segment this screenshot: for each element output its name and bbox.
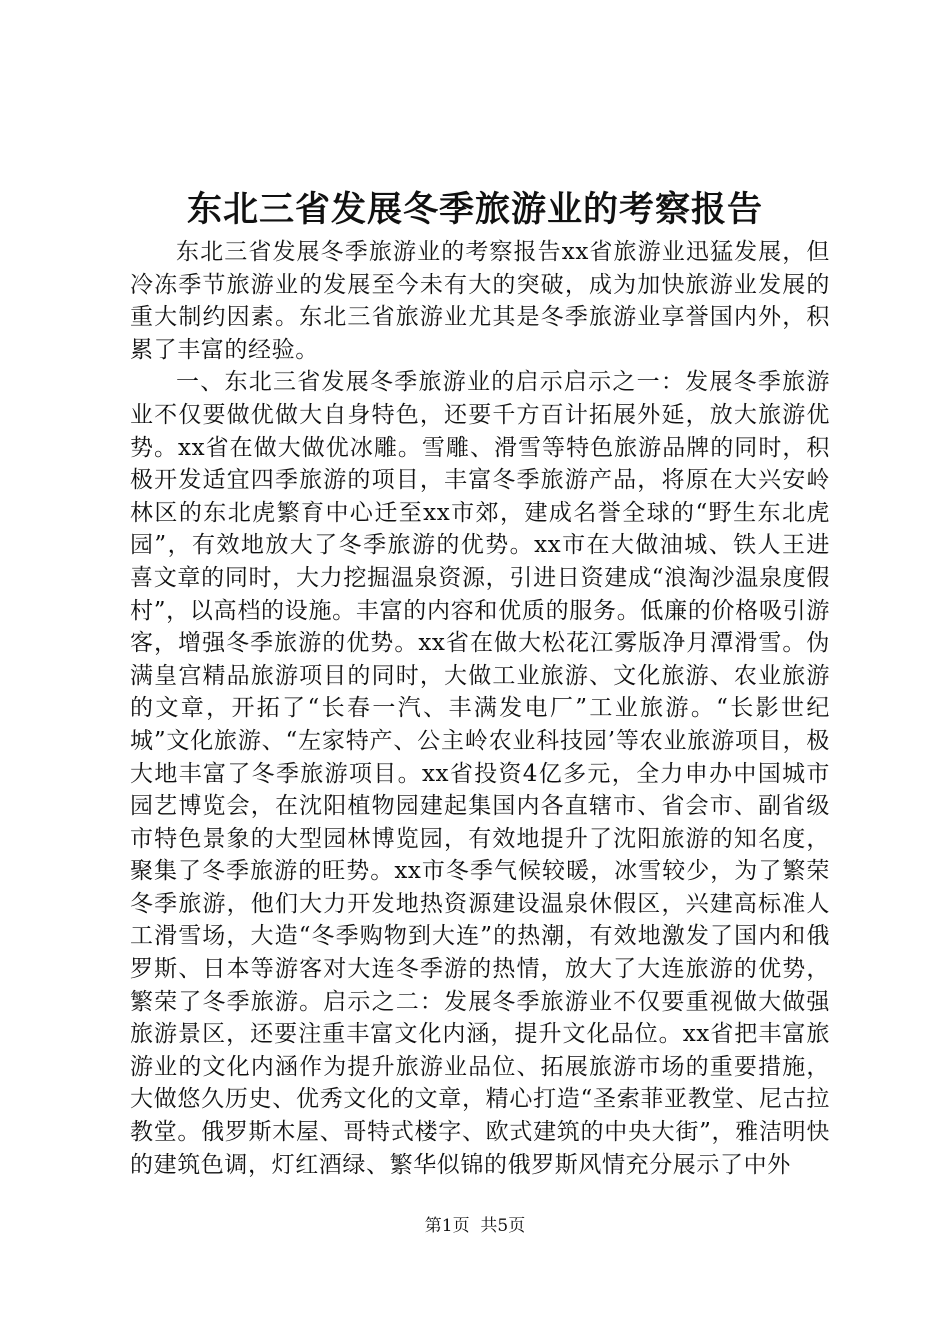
document-body bbox=[130, 236, 830, 1181]
page-number: 第1页 bbox=[424, 1216, 470, 1236]
document-title: 东北三省发展冬季旅游业的考察报告 bbox=[186, 189, 763, 230]
paragraph-intro: 东北三省发展冬季旅游业的考察报告xx省旅游业迅猛发展，但冷冻季节旅游业的发展至今未有大的突破，成为加快旅游业发展的重大制约因素。东北三省旅游业尤其是冬季旅游业享誉国内外，积累了丰富的经验。 bbox=[130, 239, 830, 363]
page-footer bbox=[0, 1214, 950, 1238]
paragraph-section-one: 一、东北三省发展冬季旅游业的启示启示之一：发展冬季旅游业不仅要做优做大自身特色，还要千方百计拓展外延，放大旅游优势。xx省在做大做优冰雕。雪雕、滑雪等特色旅游品牌的同时，积极开发适宜四季旅游的项目，丰富冬季旅游产品，将原在大兴安岭林区的东北虎繁育中心迁至xx市郊，建成名誉全球的“野生东北虎园”，有效地放大了冬季旅游的优势。xx市在大做油城、铁人王进喜文章的同时，大力挖掘温泉资源，引进日资建成“浪淘沙温泉度假村”，以高档的设施。丰富的内容和优质的服务。低廉的价格吸引游客，增强冬季旅游的优势。xx省在做大松花江雾版净月潭滑雪。伪满皇宫精品旅游项目的同时，大做工业旅游、文化旅游、农业旅游的文章，开拓了“长春一汽、丰满发电厂”工业旅游。“长影世纪城”文化旅游、“左家特产、公主岭农业科技园’等农业旅游项目，极大地丰富了冬季旅游项目。xx省投资4亿多元，全力申办中国城市园艺博览会，在沈阳植物园建起集国内各直辖市、省会市、副省级市特色景象的大型园林博览园，有效地提升了沈阳旅游的知名度，聚集了冬季旅游的旺势。xx市冬季气候较暖，冰雪较少，为了繁荣冬季旅游，他们大力开发地热资源建设温泉休假区，兴建高标准人工滑雪场，大造“冬季购物到大连”的热潮，有效地激发了国内和俄罗斯、日本等游客对大连冬季游的热情，放大了大连旅游的优势，繁荣了冬季旅游。启示之二：发展冬季旅游业不仅要重视做大做强旅游景区，还要注重丰富文化内涵，提升文化品位。xx省把丰富旅游业的文化内涵作为提升旅游业品位、拓展旅游市场的重要措施，大做悠久历史、优秀文化的文章，精心打造“圣索菲亚教堂、尼古拉教堂。俄罗斯木屋、哥特式楼字、欧式建筑的中央大街”，雅洁明快的建筑色调，灯红酒绿、繁华似锦的俄罗斯风情充分展示了中外 bbox=[130, 369, 830, 1178]
page-total: 共5页 bbox=[480, 1216, 526, 1236]
